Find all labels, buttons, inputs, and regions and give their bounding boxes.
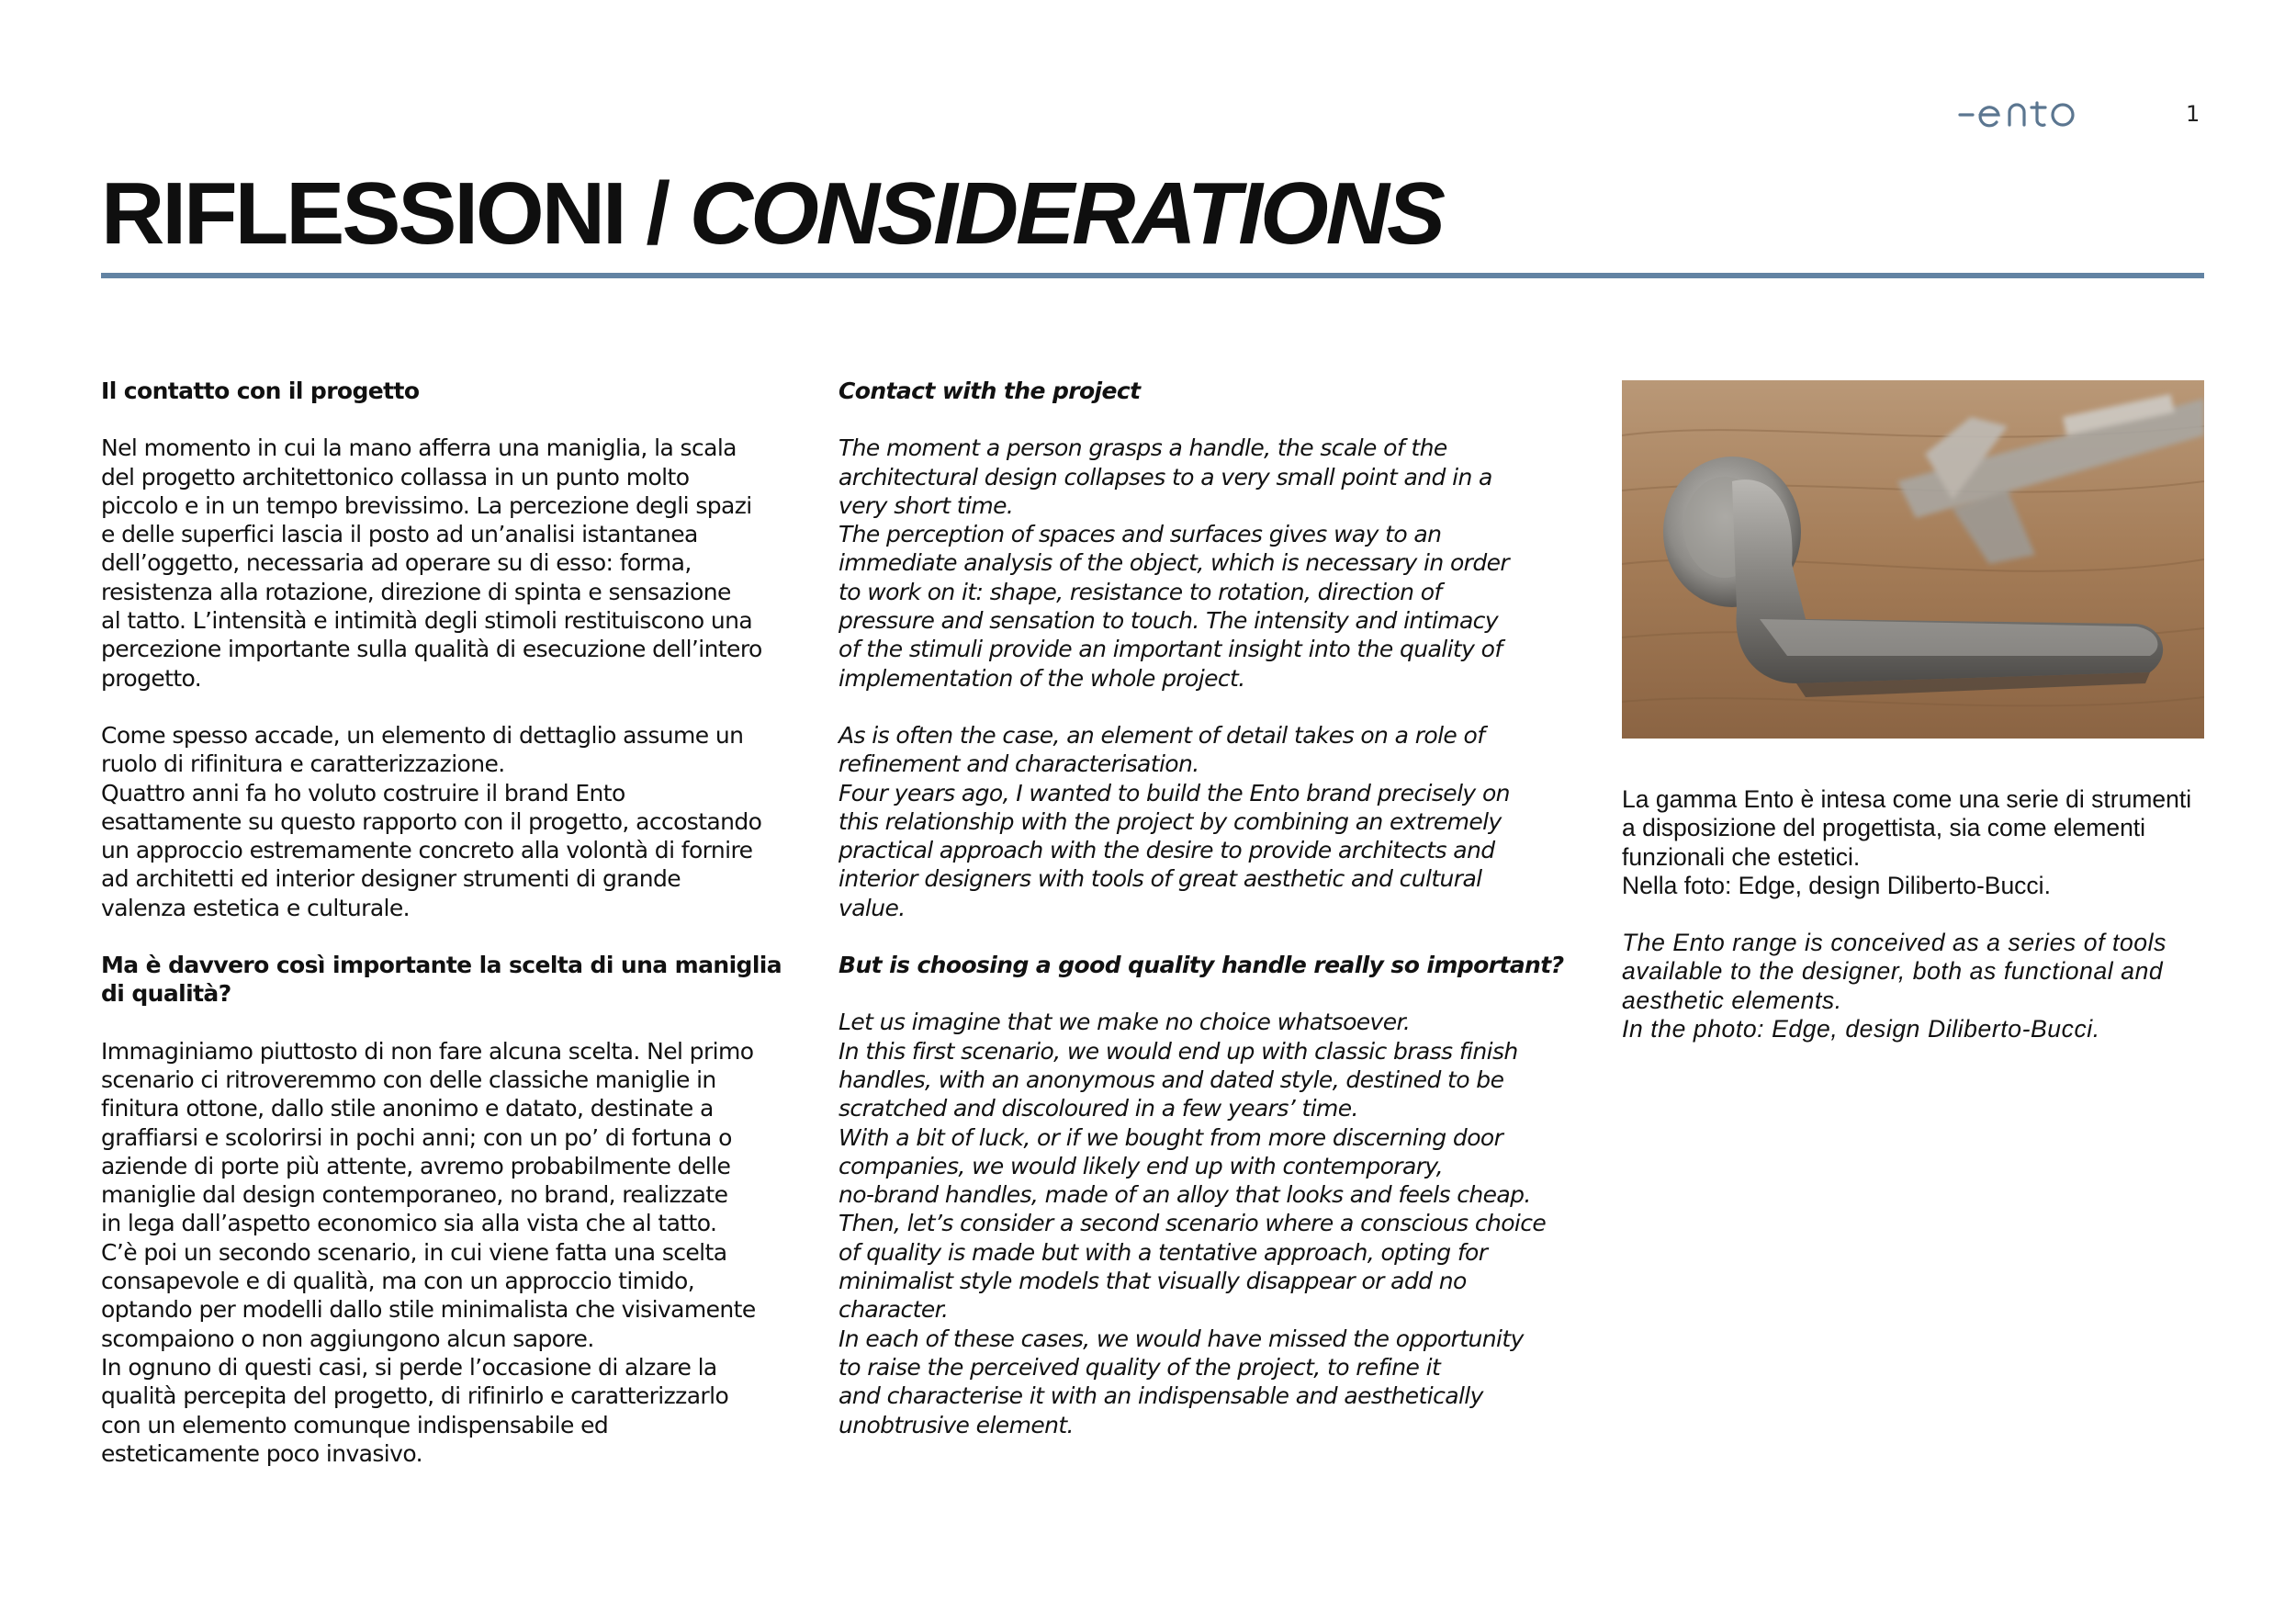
caption-english: The Ento range is conceived as a series of tools available to the designer, both as functional and aesthetic elements. In the photo: Edge, design Diliberto-Bucci. (1622, 929, 2167, 1043)
page-number: 1 (2186, 101, 2200, 127)
ento-logo (1956, 92, 2103, 138)
english-heading-1: Contact with the project (838, 378, 1141, 404)
title-divider (101, 273, 2204, 278)
italian-paragraph-2: Come spesso accade, un elemento di dettaglio assume un ruolo di rifinitura e caratterizzazione. Quattro anni fa ho voluto costruire il brand Ento esattamente su questo rapporto con il progetto, accostando un approccio estremamente concreto alla volontà di fornire ad architetti ed interior designer strumenti di grande valenza estetica e culturale. (101, 721, 762, 921)
english-heading-2: But is choosing a good quality handle really so important? (838, 952, 1564, 979)
italian-column (101, 377, 817, 1468)
italian-paragraph-3: Immaginiamo piuttosto di non fare alcuna scelta. Nel primo scenario ci ritroveremmo con delle classiche maniglie in finitura ottone, dallo stile anonimo e datato, destinate a graffiarsi e scolorirsi in pochi anni; con un po’ di fortuna o aziende di porte più attente, avremo probabilmente delle maniglie dal design contemporaneo, no brand, realizzate in lega dall’aspetto economico sia alla vista che al tatto. C’è poi un secondo scenario, in cui viene fatta una scelta consapevole e di qualità, ma con un approccio timido, optando per modelli dallo stile minimalista che visivamente scompaiono o non aggiungono alcun sapore. In ognuno di questi casi, si perde l’occasione di alzare la qualità percepita del progetto, di rifinirlo e caratterizzarlo con un elemento comunque indispensabile ed esteticamente poco invasivo. (101, 1037, 756, 1467)
title-english: CONSIDERATIONS (689, 164, 1443, 263)
title-italian: RIFLESSIONI / (101, 164, 669, 263)
photo-caption (1622, 785, 2210, 1043)
ento-logo-mark (1956, 92, 2103, 138)
english-paragraph-3: Let us imagine that we make no choice whatsoever. In this first scenario, we would end up with classic brass finish handles, with an anonymous and dated style, destined to be scratched and discoloured in a few years’ time. With a bit of luck, or if we bought from more discerning door companies, we would likely end up with contemporary, no-brand handles, made of an alloy that looks and feels cheap. Then, let’s consider a second scenario where a conscious choice of quality is made but with a tentative approach, opting for minimalist style models that visually disappear or add no character. In each of these cases, we would have missed the opportunity to raise the perceived quality of the project, to refine it and characterise it with an indispensable and aesthetically unobtrusive element. (838, 1009, 1547, 1438)
page-title (101, 164, 1443, 263)
caption-italian: La gamma Ento è intesa come una serie di strumenti a disposizione del progettista, sia come elementi funzionali che estetici. Nella foto: Edge, design Diliberto-Bucci. (1622, 785, 2192, 899)
english-paragraph-1: The moment a person grasps a handle, the scale of the architectural design collapses to a very small point and in a very short time. The perception of spaces and surfaces gives way to an immediate analysis of the object, which is necessary in order to work on it: shape, resistance to rotation, direction of pressure and sensation to touch. The intensity and intimacy of the stimuli provide an important insight into the quality of implementation of the whole project. (838, 434, 1510, 692)
english-paragraph-2: As is often the case, an element of detail takes on a role of refinement and characterisation. Four years ago, I wanted to build the Ento brand precisely on this relationship with the project by combining an extremely practical approach with the desire to provide architects and interior designers with tools of great aesthetic and cultural value. (838, 721, 1510, 921)
italian-heading-1: Il contatto con il progetto (101, 378, 420, 404)
edge-handle-image (1622, 380, 2204, 739)
italian-heading-2: Ma è davvero così importante la scelta di una maniglia di qualità? (101, 952, 782, 1008)
product-photo (1622, 380, 2204, 739)
english-column (838, 377, 1564, 1439)
italian-paragraph-1: Nel momento in cui la mano afferra una maniglia, la scala del progetto architettonico collassa in un punto molto piccolo e in un tempo brevissimo. La percezione degli spazi e delle superfici lascia il posto ad un’analisi istantanea dell’oggetto, necessaria ad operare su di esso: forma, resistenza alla rotazione, direzione di spinta e sensazione al tatto. L’intensità e intimità degli stimoli restituiscono una percezione importante sulla qualità di esecuzione dell’intero progetto. (101, 434, 762, 692)
